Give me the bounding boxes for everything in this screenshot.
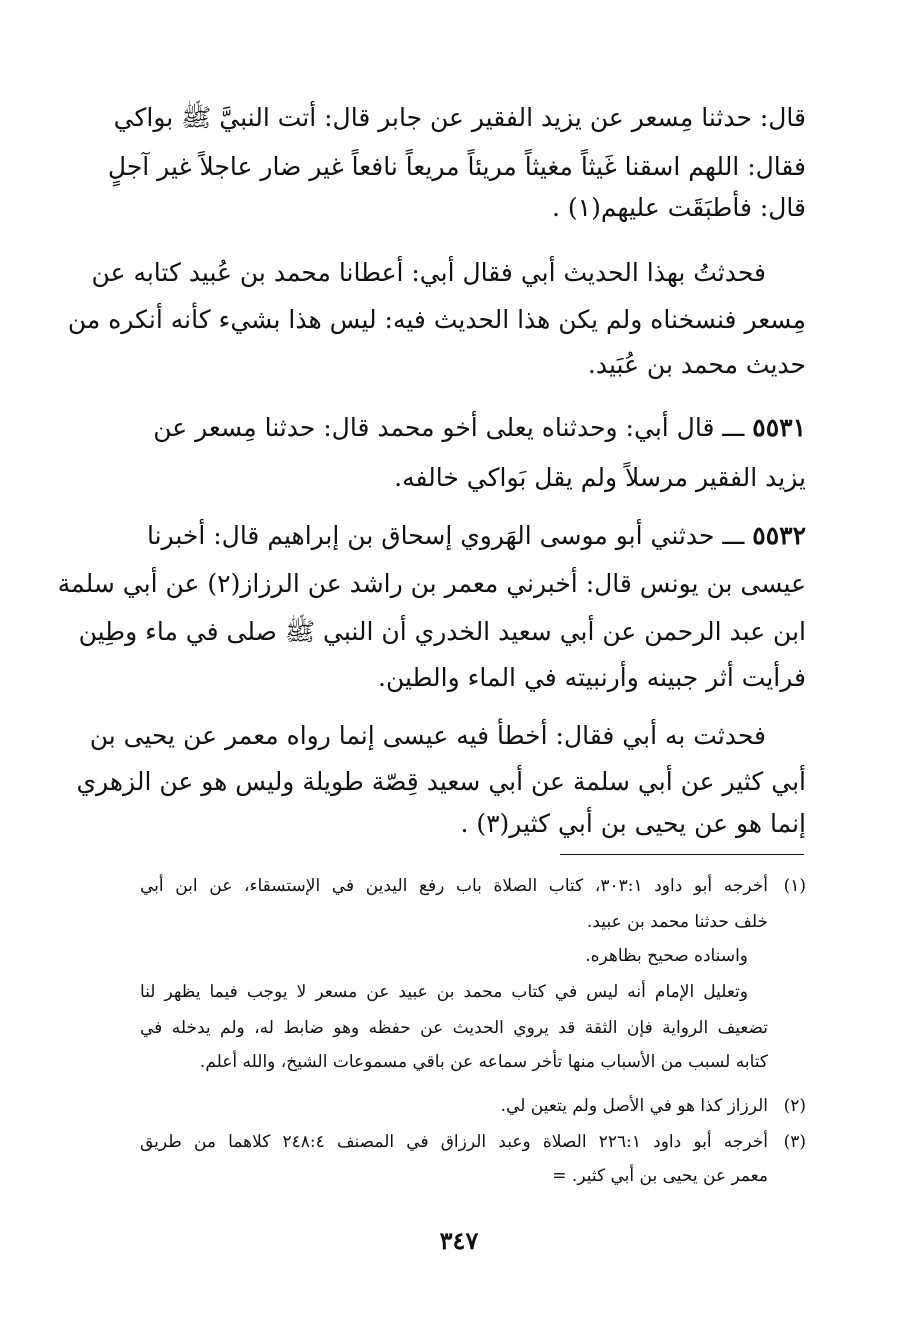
footnote-1-line-6: كتابه لسبب من الأسباب منها تأخر سماعه عن باقي مسموعات الشيخ، والله أعلم. (199, 1052, 768, 1072)
hadith-5532-line-2: عيسى بن يونس قال: أخبرني معمر بن راشد عن الرزاز(٢) عن أبي سلمة (57, 569, 806, 598)
footnote-3-mark: (٣) (783, 1132, 806, 1152)
page-number: ٣٤٧ (439, 1226, 479, 1255)
paragraph-1-line-2: فقال: اللهم اسقنا غَيثاً مغيثاً مريئاً مريعاً نافعاً غير ضار عاجلاً غير آجلٍ (107, 152, 806, 181)
footnote-3-line-1: أخرجه أبو داود ٢٢٦:١ الصلاة وعبد الرزاق في المصنف ٢٤٨:٤ كلاهما من طريق (140, 1132, 768, 1152)
footnote-separator (560, 854, 804, 855)
hadith-5531-line-1 (130, 410, 806, 446)
footnote-2-mark: (٢) (783, 1096, 806, 1116)
hadith-5531-line-2: يزيد الفقير مرسلاً ولم يقل بَواكي خالفه. (394, 463, 806, 492)
hadith-5532-line-4: فرأيت أثر جبينه وأرنبيته في الماء والطين. (378, 663, 806, 692)
footnote-3-line-2: معمر عن يحيى بن أبي كثير. = (552, 1166, 768, 1186)
paragraph-5-line-3: إنما هو عن يحيى بن أبي كثير(٣) . (460, 809, 806, 838)
hadith-5532-line-1 (130, 518, 806, 554)
footnote-1-line-4: وتعليل الإمام أنه ليس في كتاب محمد بن عبيد عن مسعر لا يوجب فيما يظهر لنا (140, 982, 748, 1002)
hadith-number: ٥٥٣٢ (752, 521, 806, 550)
footnote-1-line-5: تضعيف الرواية فإن الثقة قد يروي الحديث عن حفظه وهو ضابط له، ولم يدخله في (140, 1018, 768, 1038)
hadith-number: ٥٥٣١ (752, 413, 806, 442)
footnote-1-line-1: أخرجه أبو داود ٣٠٣:١، كتاب الصلاة باب رفع اليدين في الإستسقاء، عن ابن أبي (140, 876, 768, 896)
hadith-text: ـــ حدثني أبو موسى الهَروي إسحاق بن إبراهيم قال: أخبرنا (146, 521, 745, 550)
hadith-5532-line-3: ابن عبد الرحمن عن أبي سعيد الخدري أن النبي ﷺ صلى في ماء وطِين (78, 617, 806, 646)
footnote-2-line-1: الرزاز كذا هو في الأصل ولم يتعين لي. (500, 1096, 768, 1116)
paragraph-2-line-1: فحدثتُ بهذا الحديث أبي فقال أبي: أعطانا محمد بن عُبيد كتابه عن (91, 258, 766, 287)
footnote-1-mark: (١) (783, 876, 806, 896)
paragraph-5-line-2: أبي كثير عن أبي سلمة عن أبي سعيد قِصّة طويلة وليس هو عن الزهري (76, 767, 806, 796)
footnote-1-line-3: واسناده صحيح بظاهره. (585, 946, 748, 966)
hadith-text: ـــ قال أبي: وحدثناه يعلى أخو محمد قال: حدثنا مِسعر عن (153, 413, 745, 442)
paragraph-1-line-3: قال: فأطبَقَت عليهم(١) . (552, 193, 806, 222)
paragraph-1-line-1: قال: حدثنا مِسعر عن يزيد الفقير عن جابر قال: أتت النبيَّ ﷺ بواكي (113, 103, 806, 132)
paragraph-5-line-1: فحدثت به أبي فقال: أخطأ فيه عيسى إنما رواه معمر عن يحيى بن (89, 721, 766, 750)
footnote-1-line-2: خلف حدثنا محمد بن عبيد. (586, 912, 768, 932)
paragraph-2-line-3: حديث محمد بن عُبَيد. (587, 350, 806, 379)
paragraph-2-line-2: مِسعر فنسخناه ولم يكن هذا الحديث فيه: ليس هذا بشيء كأنه أنكره من (67, 305, 806, 334)
